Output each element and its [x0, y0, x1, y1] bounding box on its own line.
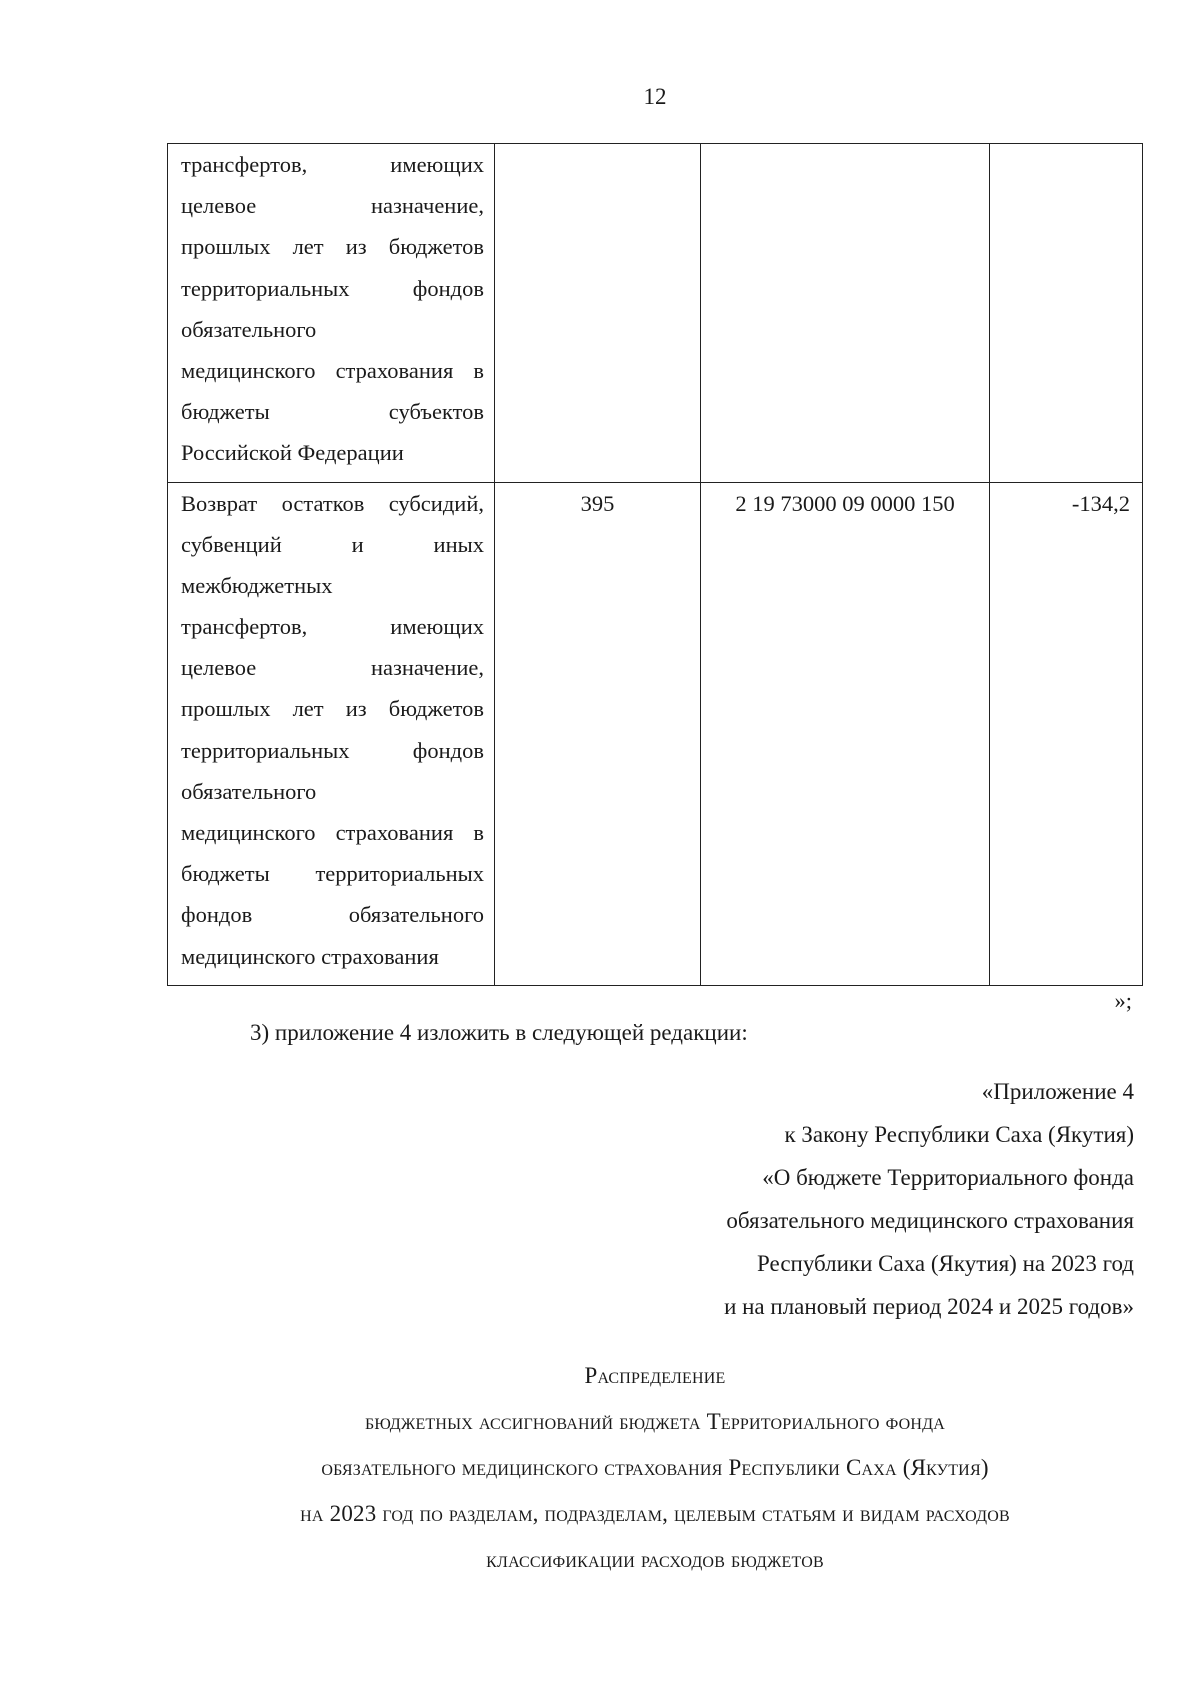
- appendix-header-line: к Закону Республики Саха (Якутия): [784, 1122, 1134, 1147]
- section-heading-line: на 2023 год по разделам, подразделам, целевым статьям и видам расходов: [300, 1501, 1010, 1526]
- appendix-header-line: и на плановый период 2024 и 2025 годов»: [724, 1294, 1134, 1319]
- description-line: медицинского страхования в: [181, 357, 484, 383]
- description-line: территориальных фондов: [181, 737, 484, 763]
- description-line: целевое назначение,: [181, 655, 484, 681]
- description-line: бюджеты территориальных: [181, 861, 484, 887]
- appendix-header-line: «Приложение 4: [981, 1079, 1134, 1104]
- description-line: бюджеты субъектов: [181, 399, 484, 425]
- section-heading-line: классификации расходов бюджетов: [486, 1547, 824, 1572]
- appendix-header-line: обязательного медицинского страхования: [726, 1208, 1134, 1233]
- table-closing-mark: »;: [1114, 988, 1132, 1013]
- description-cell: [168, 144, 495, 483]
- section-heading-line: обязательного медицинского страхования Республики Саха (Якутия): [321, 1455, 989, 1480]
- description-line: трансфертов, имеющих: [181, 152, 484, 177]
- section-heading-line: бюджетных ассигнований бюджета Территориального фонда: [364, 1409, 946, 1434]
- appendix-header: [560, 1070, 1134, 1328]
- description-line: Возврат остатков субсидий,: [181, 490, 484, 516]
- description-line: медицинского страхования: [181, 943, 439, 969]
- appendix-header-line: «О бюджете Территориального фонда: [762, 1165, 1134, 1190]
- appendix-header-line: Республики Саха (Якутия) на 2023 год: [757, 1251, 1134, 1276]
- description-cell: [168, 482, 495, 985]
- page-number: 12: [643, 84, 667, 109]
- amount-cell: -134,2: [990, 482, 1143, 985]
- budget-code-cell: 2 19 73000 09 0000 150: [701, 482, 990, 985]
- description-line: обязательного: [181, 316, 317, 342]
- description-line: субвенций и иных: [181, 531, 484, 557]
- description-line: обязательного: [181, 778, 317, 804]
- table-row: [168, 144, 1143, 483]
- admin-code-cell: 395: [495, 482, 701, 985]
- description-line: фондов обязательного: [181, 902, 484, 928]
- description-line: медицинского страхования в: [181, 820, 484, 845]
- description-line: трансфертов, имеющих: [181, 614, 484, 640]
- amendment-instruction: 3) приложение 4 изложить в следующей редакции:: [250, 1020, 748, 1045]
- revenue-table: [167, 143, 1143, 986]
- description-line: прошлых лет из бюджетов: [181, 234, 484, 260]
- budget-code-cell: [701, 144, 990, 483]
- description-line: межбюджетных: [181, 572, 333, 598]
- table-row: [168, 482, 1143, 985]
- description-line: территориальных фондов: [181, 275, 484, 301]
- amount-cell: [990, 144, 1143, 483]
- description-line: прошлых лет из бюджетов: [181, 696, 484, 722]
- description-line: целевое назначение,: [181, 193, 484, 219]
- section-heading-title: Распределение: [584, 1363, 726, 1388]
- admin-code-cell: [495, 144, 701, 483]
- description-line: Российской Федерации: [181, 440, 404, 466]
- section-heading: [160, 1353, 1150, 1583]
